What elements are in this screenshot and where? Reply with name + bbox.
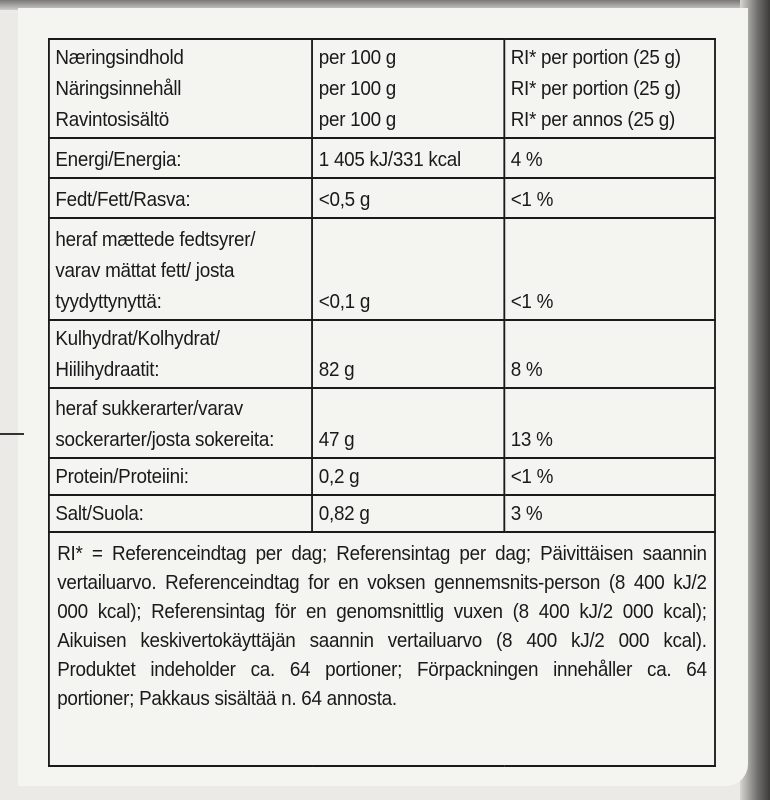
nutrient-label-text: sockerarter/josta sokereita: (55, 428, 275, 451)
header-ri-cell (504, 39, 715, 138)
nutrient-label-text: heraf mættede fedtsyrer/ (55, 228, 256, 251)
header-label: per 100 g (318, 108, 396, 131)
header-label: Ravintosisältö (55, 108, 169, 131)
nutrient-label-text: Energi/Energia: (55, 148, 182, 171)
header-label: Näringsinnehåll (55, 77, 182, 100)
nutrient-label-text: Kulhydrat/Kolhydrat/ (55, 327, 220, 350)
ri-value: <1 % (504, 458, 715, 495)
header-label: Næringsindhold (55, 46, 184, 69)
header-label: RI* per portion (25 g) (510, 46, 681, 69)
per100-value: 0,2 g (312, 458, 504, 495)
table-row (49, 388, 715, 458)
nutrient-label (49, 138, 312, 178)
per100-value: <0,5 g (312, 178, 504, 218)
nutrient-label (49, 388, 312, 458)
ri-value: 13 % (504, 388, 715, 458)
ri-value: 3 % (504, 495, 715, 532)
per100-value: 1 405 kJ/331 kcal (312, 138, 504, 178)
nutrient-label-text: Protein/Proteiini: (55, 465, 189, 488)
nutrient-label-text: Salt/Suola: (55, 502, 144, 525)
footnote: RI* = Referenceindtag per dag; Referensintag per dag; Päivittäisen saannin vertailuarvo. Referenceindtag for en voksen gennemsnits-person (8 400 kJ/2 000 kcal); Referensintag för en genomsnittlig vuxen (8 400 kJ/2 000 kcal); Aikuisen keskivertokäyttäjän saannin vertailuarvo (8 400 kJ/2 000 kcal). Produktet indeholder ca. 64 portioner; Förpackningen innehåller ca. 64 portioner; Pakkaus sisältää n. 64 annosta. (49, 532, 715, 766)
ri-value: <1 % (504, 218, 715, 320)
table-row (49, 218, 715, 320)
nutrient-label (49, 495, 312, 532)
ri-value: 4 % (504, 138, 715, 178)
nutrient-label-text: Hiilihydraatit: (55, 358, 160, 381)
nutrient-label (49, 178, 312, 218)
header-nutrient-cell (49, 39, 312, 138)
per100-value: 47 g (312, 388, 504, 458)
nutrient-label-text: tyydyttynyttä: (55, 290, 162, 313)
table-row (49, 178, 715, 218)
header-label: RI* per annos (25 g) (510, 108, 676, 131)
nutrient-label-text: Fedt/Fett/Rasva: (55, 188, 191, 211)
nutrition-table (48, 38, 716, 767)
per100-value: 0,82 g (312, 495, 504, 532)
header-label: per 100 g (318, 46, 396, 69)
header-per100-cell (312, 39, 504, 138)
table-row (49, 458, 715, 495)
nutrient-label-text: heraf sukkerarter/varav (55, 397, 243, 420)
nutrient-label (49, 218, 312, 320)
header-label: per 100 g (318, 77, 396, 100)
side-mark (0, 433, 24, 435)
per100-value: <0,1 g (312, 218, 504, 320)
table-row (49, 320, 715, 388)
table-row (49, 495, 715, 532)
nutrient-label (49, 320, 312, 388)
ri-value: 8 % (504, 320, 715, 388)
ri-value: <1 % (504, 178, 715, 218)
per100-value: 82 g (312, 320, 504, 388)
table-header-row (49, 39, 715, 138)
table-row (49, 138, 715, 178)
footnote-row (49, 532, 715, 766)
nutrient-label (49, 458, 312, 495)
nutrient-label-text: varav mättat fett/ josta (55, 259, 235, 282)
header-label: RI* per portion (25 g) (510, 77, 681, 100)
